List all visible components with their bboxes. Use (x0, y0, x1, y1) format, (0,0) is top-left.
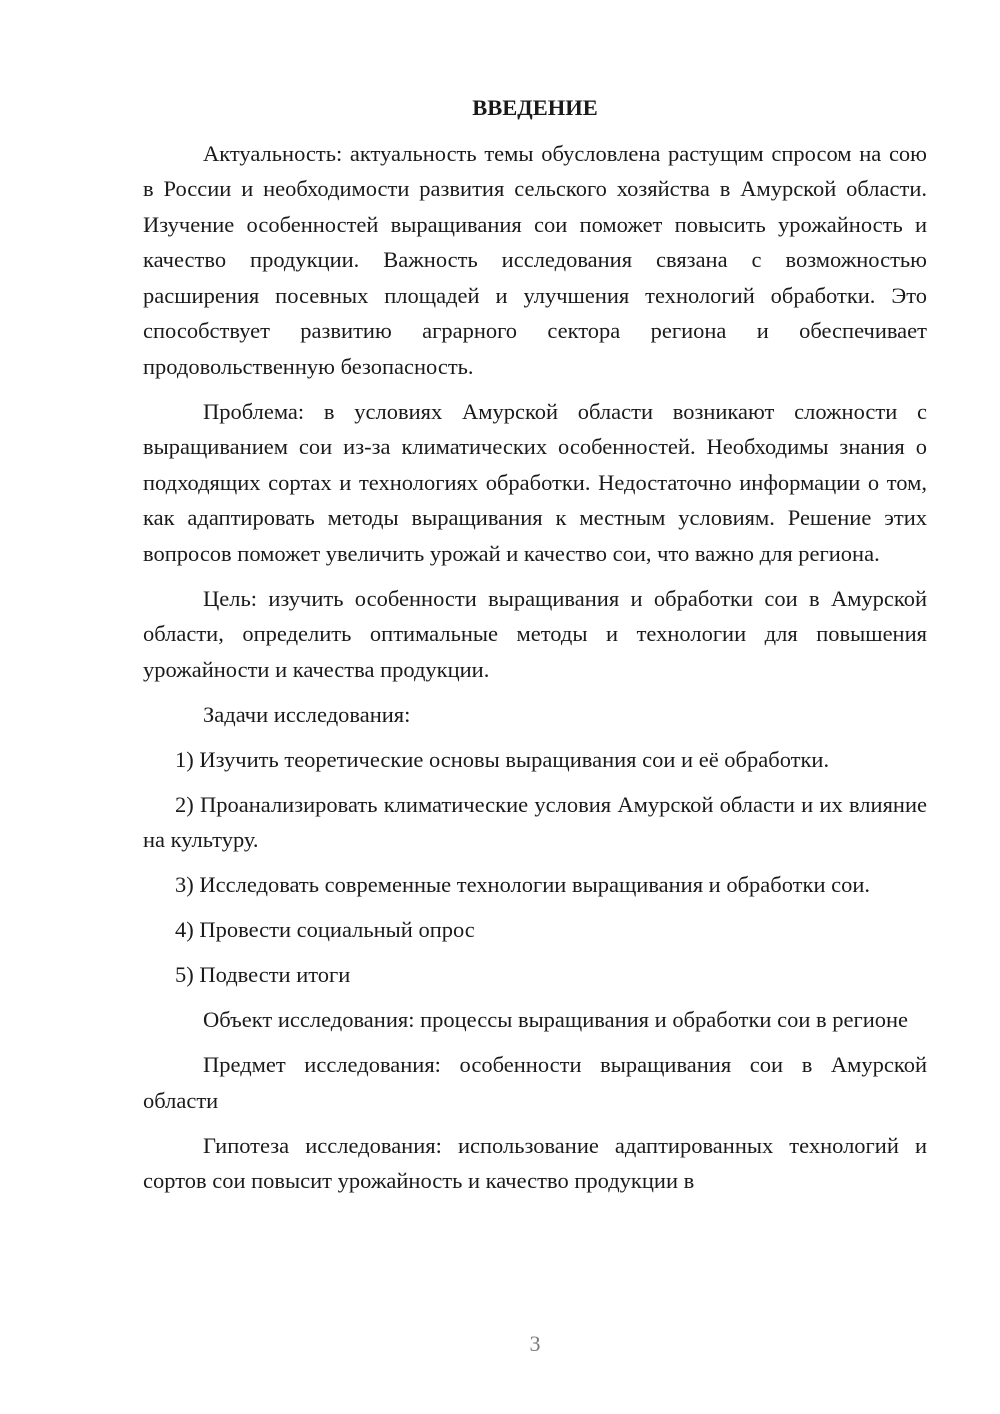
paragraph-relevance: Актуальность: актуальность темы обусловлена растущим спросом на сою в России и необходимости развития сельского хозяйства в Амурской области. Изучение особенностей выращивания сои поможет повысить урожайность и качество продукции. Важность исследования связана с возможностью расширения посевных площадей и улучшения технологий обработки. Это способствует развитию аграрного сектора региона и обеспечивает продовольственную безопасность. (143, 140, 927, 379)
task-item-5: 5) Подвести итоги (175, 962, 351, 987)
page-number: 3 (529, 1331, 541, 1356)
tasks-heading: Задачи исследования: (203, 701, 411, 727)
task-item-3: 3) Исследовать современные технологии выращивания и обработки сои. (175, 872, 871, 897)
paragraph-hypothesis: Гипотеза исследования: использование адаптированных технологий и сортов сои повысит урожайность и качество продукции в (143, 1132, 927, 1193)
task-item-1: 1) Изучить теоретические основы выращивания сои и её обработки. (175, 746, 830, 772)
page-title: ВВЕДЕНИЕ (472, 95, 598, 120)
paragraph-subject: Предмет исследования: особенности выращивания сои в Амурской области (143, 1052, 927, 1113)
paragraph-problem: Проблема: в условиях Амурской области возникают сложности с выращиванием сои из-за климатических особенностей. Необходимы знания о подходящих сортах и технологиях обработки. Недостаточно информации о том, как адаптировать методы выращивания к местным условиям. Решение этих вопросов поможет увеличить урожай и качество сои, что важно для региона. (143, 398, 927, 566)
paragraph-object: Объект исследования: процессы выращивания и обработки сои в регионе (203, 1007, 909, 1032)
task-item-2: 2) Проанализировать климатические условия Амурской области и их влияние на культуру. (143, 791, 927, 852)
paragraph-goal: Цель: изучить особенности выращивания и обработки сои в Амурской области, определить оптимальные методы и технологии для повышения урожайности и качества продукции. (143, 585, 927, 682)
task-item-4: 4) Провести социальный опрос (175, 917, 475, 942)
document-page (143, 90, 927, 1199)
